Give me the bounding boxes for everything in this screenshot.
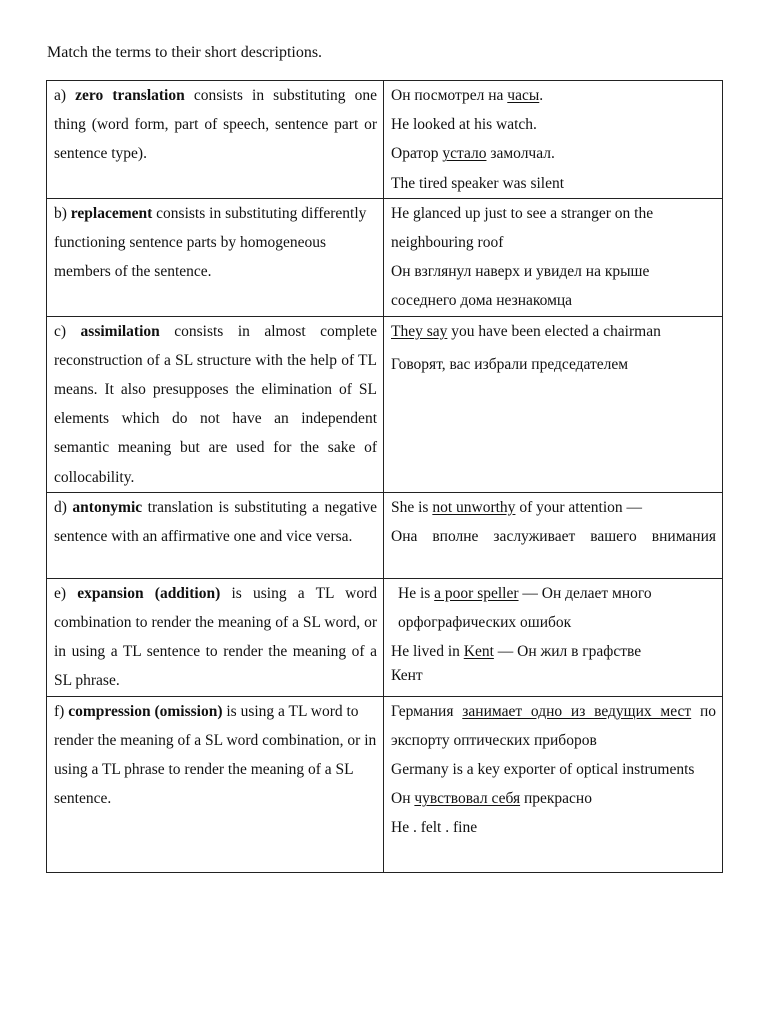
example-line: Германия занимает одно из ведущих мест по экспорту оптических приборов: [391, 702, 717, 749]
term-letter: a): [54, 87, 67, 104]
term-letter: f): [54, 702, 65, 720]
term-desc: is using a TL word combination to render the meaning of a SL word, or in using a TL sentence to render the meaning of a SL phrase.: [54, 584, 377, 690]
example-line: He is a poor speller — Он делает много орфографических ошибок: [398, 584, 652, 632]
term-cell-c: [47, 316, 384, 492]
term-desc: consists in substituting one thing (word form, part of speech, sentence part or sentence type).: [54, 87, 378, 163]
term-name: expansion (addition): [77, 584, 221, 602]
term-name: antonymic: [72, 498, 143, 516]
term-name: assimilation: [80, 322, 160, 340]
term-desc: consists in substituting differently functioning sentence parts by homogeneous members of the sentence.: [54, 204, 367, 281]
table-row: [47, 81, 723, 199]
underlined-word: not unworthy: [432, 498, 516, 516]
term-cell-a: [47, 81, 384, 199]
example-line: Оратор устало замолчал.: [391, 145, 555, 163]
table-row: [47, 198, 723, 316]
table-row: [47, 578, 723, 696]
term-letter: b): [54, 204, 67, 222]
example-line: He looked at his watch.: [391, 116, 537, 134]
term-cell-d: [47, 492, 384, 578]
term-description: [54, 317, 377, 492]
example-line: The tired speaker was silent: [391, 174, 565, 192]
example-line: Она вполне заслуживает вашего внимания: [391, 528, 716, 546]
term-cell-b: [47, 198, 384, 316]
term-letter: e): [54, 584, 67, 602]
term-description: [54, 697, 377, 814]
example-line: Он посмотрел на часы.: [391, 87, 544, 104]
example-line: Germany is a key exporter of optical instruments: [391, 761, 695, 779]
example-cell-d: [384, 492, 723, 578]
example-line: She is not unworthy of your attention —: [391, 498, 642, 516]
example-line: Кент: [391, 667, 423, 685]
example-cell-b: [384, 198, 723, 316]
term-letter: c): [54, 322, 67, 340]
matching-table: [46, 80, 723, 873]
term-letter: d): [54, 498, 67, 516]
term-desc: is using a TL word to render the meaning of a SL word combination, or in using a TL phrase to render the meaning of a SL sentence.: [54, 702, 377, 808]
example-line: Он взглянул наверх и увидел на крыше соседнего дома незнакомца: [391, 263, 650, 310]
example-line: Он чувствовал себя прекрасно: [391, 790, 592, 808]
example-line: He lived in Kent — Он жил в графстве: [391, 643, 642, 661]
table-row: [47, 492, 723, 578]
underlined-word: занимает одно из ведущих мест: [462, 702, 692, 720]
term-name: replacement: [70, 204, 153, 222]
example-line: They say you have been elected a chairman: [391, 322, 661, 340]
table-row: [47, 696, 723, 872]
term-cell-e: [47, 578, 384, 696]
term-desc: consists in almost complete reconstruction of a SL structure with the help of TL means. It also presupposes the elimination of SL elements which do not have an independent semantic meaning but are used for the sake of collocability.: [54, 322, 377, 486]
example-line: Говорят, вас избрали председателем: [391, 355, 629, 373]
table-row: [47, 316, 723, 492]
term-cell-f: [47, 696, 384, 872]
underlined-word: часы: [507, 87, 540, 104]
term-description: [54, 81, 377, 169]
underlined-word: устало: [442, 145, 487, 163]
term-description: [54, 493, 377, 551]
term-desc: translation is substituting a negative sentence with an affirmative one and vice versa.: [54, 498, 378, 546]
term-name: compression (omission): [68, 702, 223, 720]
example-cell-e: [384, 578, 723, 696]
underlined-word: чувствовал себя: [414, 790, 521, 808]
example-line: He glanced up just to see a stranger on the neighbouring roof: [391, 204, 654, 252]
underlined-word: a poor speller: [434, 584, 519, 602]
underlined-word: They say: [391, 322, 448, 340]
underlined-word: Kent: [463, 643, 494, 661]
term-description: [54, 579, 377, 696]
example-cell-c: [384, 316, 723, 492]
term-name: zero translation: [75, 87, 185, 104]
example-line: He . felt . fine: [391, 819, 478, 837]
example-cell-f: [384, 696, 723, 872]
instruction-text: Match the terms to their short descriptions.: [47, 44, 323, 61]
example-cell-a: [384, 81, 723, 199]
term-description: [54, 199, 377, 287]
